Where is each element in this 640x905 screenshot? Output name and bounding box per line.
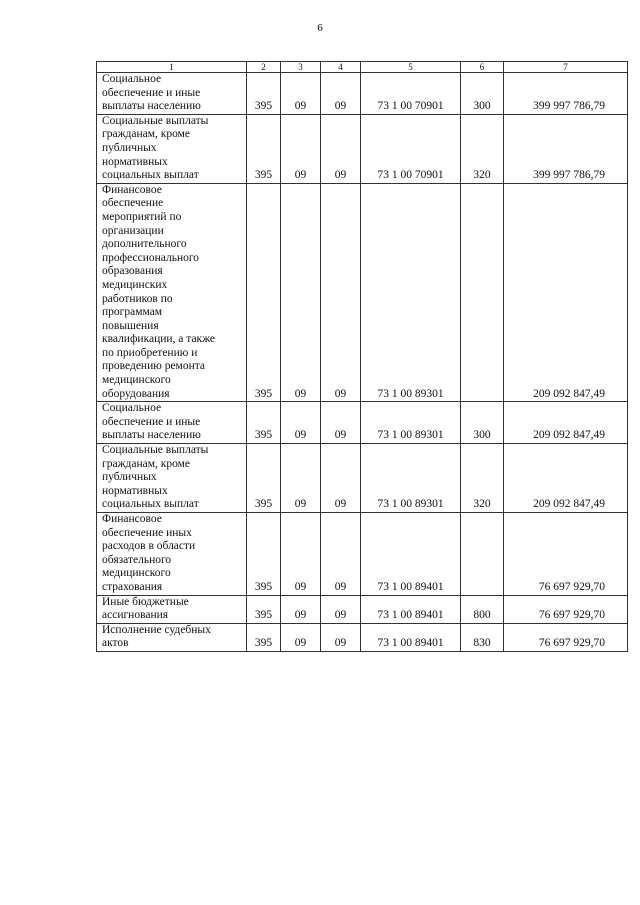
column-header: 1 [97,62,247,73]
cell-name [97,444,247,513]
column-header: 5 [361,62,461,73]
cell-expense-type: 830 [461,623,504,651]
cell-subsection: 09 [321,183,361,402]
cell-section: 09 [281,595,321,623]
cell-name [97,595,247,623]
column-header: 3 [281,62,321,73]
cell-target-article: 73 1 00 89301 [361,183,461,402]
row-name-text: Исполнение судебных актов [102,623,211,650]
row-name-text: Социальное обеспечение и иные выплаты населению [102,402,201,442]
page-number: 6 [317,22,323,34]
cell-section: 09 [281,183,321,402]
row-name-text: Иные бюджетные ассигнования [102,595,189,622]
cell-amount: 209 092 847,49 [504,444,628,513]
row-name-text: Социальное обеспечение и иные выплаты населению [102,73,201,113]
row-name-text: Финансовое обеспечение мероприятий по организации дополнительного профессионального образования медицинских работников по программам повышения квалификации, а также по приобретению и проведению ремонта медицинского оборудования [102,183,216,400]
table-row [97,73,628,115]
cell-subsection: 09 [321,513,361,596]
table-body [97,62,628,652]
table-row [97,402,628,444]
cell-name [97,73,247,115]
cell-section: 09 [281,402,321,444]
column-header: 7 [504,62,628,73]
cell-name [97,114,247,183]
cell-section: 09 [281,513,321,596]
cell-name [97,402,247,444]
cell-target-article: 73 1 00 89401 [361,595,461,623]
cell-subsection: 09 [321,623,361,651]
cell-expense-type: 320 [461,444,504,513]
table-row [97,513,628,596]
cell-expense-type: 300 [461,73,504,115]
cell-section: 09 [281,623,321,651]
column-header: 6 [461,62,504,73]
cell-amount: 399 997 786,79 [504,114,628,183]
cell-expense-type: 320 [461,114,504,183]
cell-amount: 76 697 929,70 [504,513,628,596]
row-name-text: Социальные выплаты гражданам, кроме публичных нормативных социальных выплат [102,114,209,182]
table-row [97,623,628,651]
cell-name [97,183,247,402]
cell-expense-type: 800 [461,595,504,623]
table-row [97,444,628,513]
cell-expense-type [461,183,504,402]
cell-target-article: 73 1 00 89301 [361,444,461,513]
cell-grbs: 395 [247,73,281,115]
cell-grbs: 395 [247,444,281,513]
header-row [97,62,628,73]
column-header: 2 [247,62,281,73]
cell-grbs: 395 [247,595,281,623]
table-row [97,183,628,402]
cell-target-article: 73 1 00 89401 [361,513,461,596]
cell-section: 09 [281,444,321,513]
cell-target-article: 73 1 00 70901 [361,114,461,183]
cell-subsection: 09 [321,595,361,623]
cell-grbs: 395 [247,114,281,183]
cell-amount: 399 997 786,79 [504,73,628,115]
column-header: 4 [321,62,361,73]
cell-grbs: 395 [247,513,281,596]
cell-subsection: 09 [321,73,361,115]
cell-amount: 76 697 929,70 [504,595,628,623]
budget-table [96,61,628,652]
cell-amount: 76 697 929,70 [504,623,628,651]
table-row [97,114,628,183]
cell-target-article: 73 1 00 89401 [361,623,461,651]
cell-section: 09 [281,114,321,183]
row-name-text: Финансовое обеспечение иных расходов в области обязательного медицинского страхования [102,513,196,593]
table-row [97,595,628,623]
cell-target-article: 73 1 00 89301 [361,402,461,444]
cell-name [97,513,247,596]
cell-amount: 209 092 847,49 [504,183,628,402]
cell-subsection: 09 [321,402,361,444]
cell-grbs: 395 [247,402,281,444]
cell-section: 09 [281,73,321,115]
cell-subsection: 09 [321,114,361,183]
cell-grbs: 395 [247,623,281,651]
row-name-text: Социальные выплаты гражданам, кроме публичных нормативных социальных выплат [102,444,209,511]
cell-subsection: 09 [321,444,361,513]
cell-expense-type [461,513,504,596]
cell-target-article: 73 1 00 70901 [361,73,461,115]
cell-amount: 209 092 847,49 [504,402,628,444]
cell-grbs: 395 [247,183,281,402]
cell-name [97,623,247,651]
cell-expense-type: 300 [461,402,504,444]
